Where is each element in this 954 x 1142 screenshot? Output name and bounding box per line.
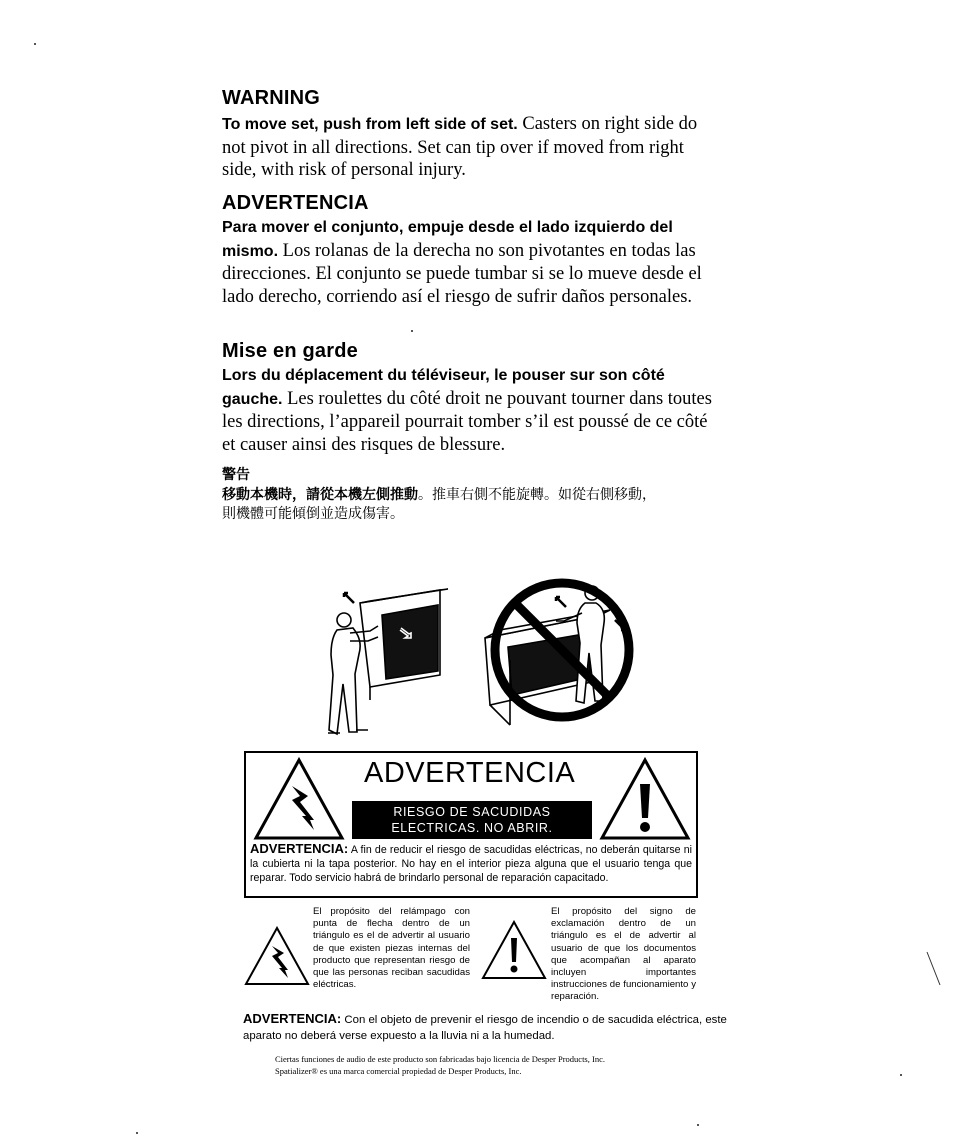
warning-heading-zh: 警告	[222, 467, 250, 483]
warning-text-es	[222, 216, 728, 308]
fire-warning	[243, 1011, 729, 1044]
warning-text-zh-line1	[222, 486, 656, 505]
footnote-line2: Spatializer® es una marca comercial propiedad de Desper Products, Inc.	[275, 1066, 522, 1076]
scan-mark	[925, 950, 945, 990]
warning-text-zh-line2: 則機體可能傾倒並造成傷害。	[222, 506, 404, 522]
footnote	[275, 1053, 605, 1077]
exclamation-triangle-icon	[598, 756, 692, 842]
lightning-symbol-icon	[244, 926, 310, 986]
warning-bold-en: To move set, push from left side of set.	[222, 116, 518, 133]
caution-banner-line2: ELECTRICAS. NO ABRIR.	[391, 821, 553, 835]
caution-banner	[352, 801, 592, 839]
caution-body: A fin de reducir el riesgo de sacudidas eléctricas, no deberán quitarse ni la cubierta ni la tapa posterior. No hay en el interior pieza alguna que el usuario tenga que reparar. Todo servicio habrá de brindarlo personal de reparación capacitado.	[250, 844, 692, 884]
caution-label: ADVERTENCIA:	[250, 841, 349, 856]
footnote-line1: Ciertas funciones de audio de este producto son fabricadas bajo licencia de Desper Products, Inc.	[275, 1054, 605, 1064]
caution-banner-line1: RIESGO DE SACUDIDAS	[393, 805, 551, 819]
prohibited-push-figure	[485, 586, 610, 725]
warning-text-fr	[222, 364, 722, 456]
warning-heading-fr: Mise en garde	[222, 340, 358, 362]
warning-bold-es: Para mover el conjunto, empuje desde el lado izquierdo del mismo.	[222, 219, 673, 260]
exclamation-symbol-icon	[481, 920, 547, 980]
warning-body-zh: 。推車右側不能旋轉。如從右側移動，	[418, 487, 656, 503]
warning-bold-zh: 移動本機時，請從本機左側推動	[222, 487, 418, 503]
warning-heading-en: WARNING	[222, 87, 321, 109]
warning-body-es: Los rolanas de la derecha no son pivotantes en todas las direcciones. El conjunto se puede tumbar si se lo mueve desde el lado derecho, corriendo así el riesgo de sufrir daños personales.	[222, 240, 702, 307]
fire-warning-label: ADVERTENCIA:	[243, 1011, 342, 1026]
caution-title: ADVERTENCIA	[364, 757, 576, 789]
caution-label-box	[244, 751, 698, 898]
lightning-explanation: El propósito del relámpago con punta de flecha dentro de un triángulo es el de advertir al usuario de que existen piezas internas del producto que representan riesgo de que las personas reciban sacudidas eléctricas.	[313, 906, 470, 991]
correct-push-figure	[328, 589, 448, 734]
exclamation-explanation: El propósito del signo de exclamación dentro de un triángulo es el de advertir al usuario de que los documentos que acompañan al aparato incluyen importantes instrucciones de funcionamiento y reparación.	[551, 906, 696, 1003]
lightning-triangle-icon	[252, 756, 346, 842]
caution-text	[250, 842, 692, 885]
fire-warning-body: Con el objeto de prevenir el riesgo de incendio o de sacudida eléctrica, este aparato no deberá verse expuesto a la lluvia ni a la humedad.	[243, 1014, 727, 1042]
warning-heading-es: ADVERTENCIA	[222, 192, 369, 214]
warning-bold-fr: Lors du déplacement du téléviseur, le pouser sur son côté gauche.	[222, 367, 665, 408]
warning-body-fr: Les roulettes du côté droit ne pouvant tourner dans toutes les directions, l’appareil pourrait tomber s’il est poussé de ce côté et causer ainsi des risques de blessure.	[222, 388, 712, 455]
warning-text-en	[222, 113, 722, 182]
moving-tv-illustration	[300, 575, 650, 745]
warning-body-en: Casters on right side do not pivot in all directions. Set can tip over if moved from right side, with risk of personal injury.	[222, 114, 698, 180]
